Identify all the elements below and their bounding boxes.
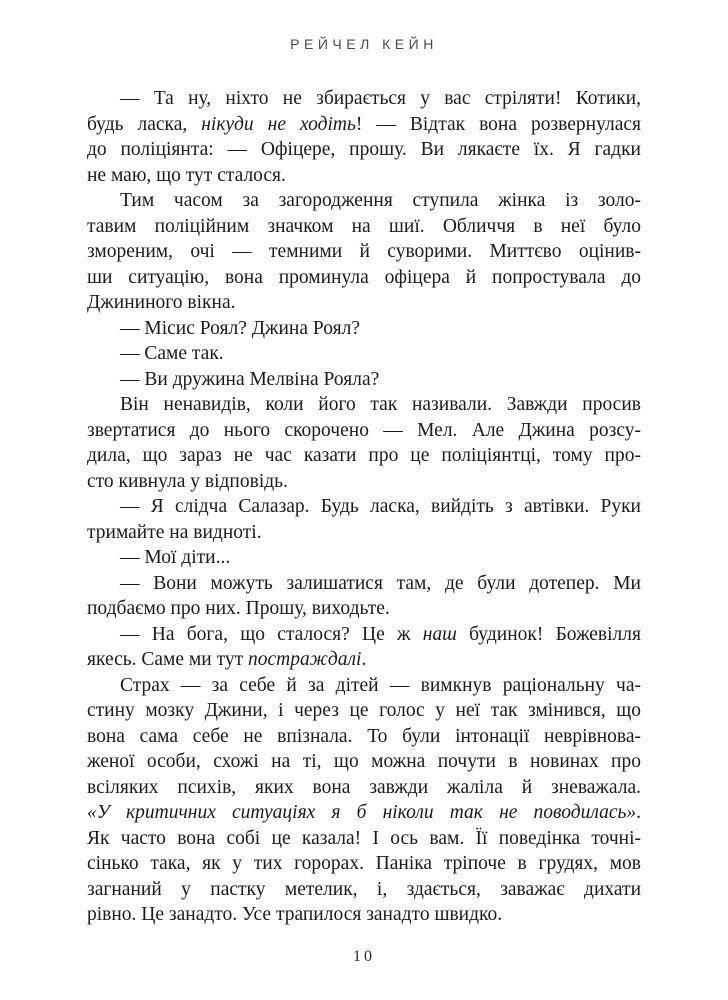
text-line: — Я слідча Салазар. Будь ласка, вийдіть з автівки. Руки <box>120 496 641 517</box>
text-line: — Та ну, ніхто не збирається у вас стріляти! Котики, <box>120 88 641 109</box>
paragraph <box>87 188 641 316</box>
text-line: ши ситуацію, вона проминула офіцера й попростувала до <box>87 266 641 288</box>
text-line: Як часто вона собі це казала! І ось вам. Її поведінка точні- <box>87 827 641 849</box>
paragraph <box>87 622 641 673</box>
text-line: якесь. Саме ми тут постраждалі. <box>87 649 367 670</box>
text-line: загнаний у пастку метелик, і, здається, заважає дихати <box>87 878 641 900</box>
text-line: рівно. Це занадто. Усе трапилося занадто швидко. <box>87 904 503 925</box>
text-line: звертатися до нього скорочено — Мел. Але Джина розсу- <box>87 419 641 441</box>
text-line: Тим часом за загородження ступила жінка із золо- <box>120 190 641 211</box>
paragraph <box>87 86 641 188</box>
paragraph <box>87 367 641 393</box>
text-block <box>87 86 641 928</box>
text-line: — Саме так. <box>120 343 224 364</box>
paragraph <box>87 316 641 342</box>
paragraph <box>87 673 641 928</box>
text-line: Страх — за себе й за дітей — вимкнув раціональну ча- <box>120 674 641 696</box>
text-line: Він ненавидів, коли його так називали. Завжди просив <box>120 394 641 415</box>
text-line: будь ласка, нікуди не ходіть! — Відтак вона розвернулася <box>87 113 642 135</box>
text-line: сто кивнула у відповідь. <box>87 470 288 492</box>
page-number: 10 <box>353 948 375 965</box>
text-line: тримайте на видноті. <box>87 521 262 543</box>
paragraph <box>87 392 641 494</box>
text-line: Джининого вікна. <box>87 292 236 313</box>
paragraph <box>87 494 641 545</box>
text-line: дила, що зараз не час казати про це поліціянтці, тому про- <box>87 445 641 466</box>
text-line: — Вони можуть залишатися там, де були дотепер. Ми <box>120 572 641 594</box>
running-header: РЕЙЧЕЛ КЕЙН <box>290 36 438 52</box>
text-line: вона сама себе не впізнала. То були інтонації неврівнова- <box>87 725 641 747</box>
text-line: всіляких психів, яких вона завжди жаліла й зневажала. <box>87 776 641 798</box>
paragraph <box>87 545 641 571</box>
text-line: подбаємо про них. Прошу, виходьте. <box>87 598 390 619</box>
text-line: — Ви дружина Мелвіна Рояла? <box>120 368 380 390</box>
text-line: до поліціянта: — Офіцере, прошу. Ви лякаєте їх. Я гадки <box>87 139 641 160</box>
text-line: сінько така, як у тих горорах. Паніка тріпоче в грудях, мов <box>87 853 641 874</box>
text-line: «У критичних ситуаціях я б ніколи так не поводилась». <box>87 802 641 823</box>
text-line: змореним, очі — темними й суворими. Миттєво оцінив- <box>87 241 641 262</box>
paragraph <box>87 571 641 622</box>
text-line: стину мозку Джини, і через це голос у неї так змінився, що <box>87 700 641 721</box>
text-line: — На бога, що сталося? Це ж наш будинок! Божевілля <box>120 623 641 645</box>
text-line: — Місис Роял? Джина Роял? <box>120 317 360 339</box>
paragraph <box>87 341 641 367</box>
text-line: — Мої діти... <box>120 547 231 568</box>
text-line: тавим поліційним значком на шиї. Обличчя в неї було <box>87 215 641 237</box>
text-line: женої особи, схожі на ті, що можна почути в новинах про <box>87 751 641 772</box>
text-line: не маю, що тут сталося. <box>87 164 286 186</box>
